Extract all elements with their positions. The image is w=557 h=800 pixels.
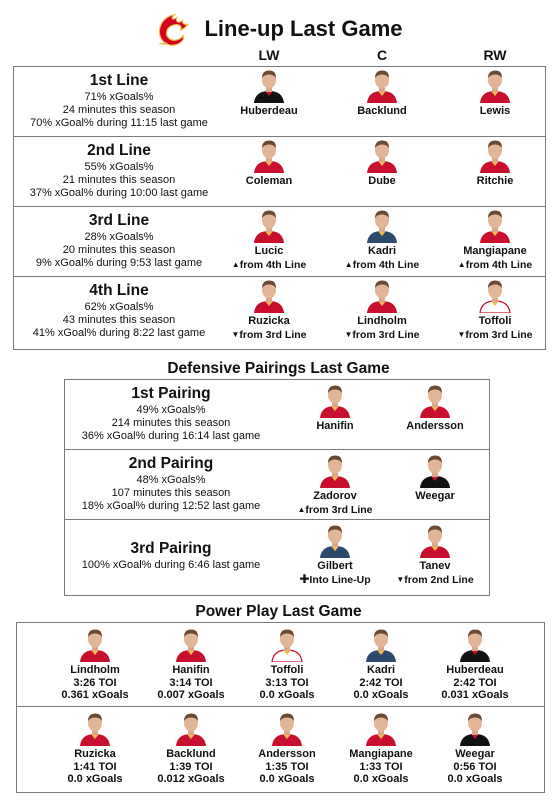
player-toi: 3:13 TOI	[265, 676, 309, 689]
defense-pair-row	[65, 380, 489, 450]
player-headshot-image	[364, 207, 400, 243]
player-headshot-image	[417, 382, 453, 418]
forward-line-row	[14, 277, 545, 346]
player-xgoals: 0.0 xGoals	[447, 773, 503, 785]
line-name: 1st Line	[89, 72, 149, 89]
player-movement-note	[280, 503, 390, 517]
player-headshot-image	[417, 522, 453, 558]
pair-minutes: 214 minutes this season	[111, 417, 231, 429]
player-card[interactable]	[440, 207, 550, 272]
player-xgoals: 0.012 xGoals	[157, 773, 225, 785]
line-xgoals: 62% xGoals%	[84, 301, 154, 313]
player-headshot-image	[457, 626, 493, 662]
player-headshot-image	[364, 137, 400, 173]
player-toi: 1:39 TOI	[169, 760, 213, 773]
line-summary	[14, 281, 224, 340]
player-name: Kadri	[366, 664, 396, 676]
pair-name: 3rd Pairing	[130, 540, 212, 557]
line-summary	[14, 71, 224, 130]
line-xgoals: 71% xGoals%	[84, 91, 154, 103]
player-movement-note	[214, 328, 324, 342]
player-card[interactable]	[380, 522, 490, 587]
line-summary	[14, 141, 224, 200]
player-headshot-image	[477, 207, 513, 243]
player-xgoals: 0.0 xGoals	[353, 689, 409, 701]
player-name: Weegar	[455, 748, 495, 760]
player-card[interactable]	[327, 137, 437, 188]
player-name: Ruzicka	[248, 315, 290, 327]
player-name: Huberdeau	[446, 664, 504, 676]
player-headshot-image	[477, 137, 513, 173]
arrow-up-icon: ▲	[231, 260, 240, 269]
line-minutes: 20 minutes this season	[62, 244, 176, 256]
player-name: Andersson	[258, 748, 316, 760]
player-card[interactable]	[327, 67, 437, 118]
player-toi: 0:56 TOI	[453, 760, 497, 773]
player-name: Tanev	[419, 560, 451, 572]
player-name: Toffoli	[270, 664, 304, 676]
defense-pairings-table	[64, 379, 490, 596]
player-name: Zadorov	[313, 490, 357, 502]
player-headshot-image	[251, 277, 287, 313]
powerplay-section-title: Power Play Last Game	[195, 603, 362, 620]
player-name: Toffoli	[478, 315, 512, 327]
player-headshot-image	[317, 382, 353, 418]
player-name: Ruzicka	[74, 748, 116, 760]
powerplay-player-card[interactable]	[329, 626, 433, 702]
player-headshot-image	[269, 710, 305, 746]
player-headshot-image	[363, 626, 399, 662]
line-minutes: 43 minutes this season	[62, 314, 176, 326]
pair-name: 2nd Pairing	[128, 455, 214, 472]
player-name: Lindholm	[357, 315, 407, 327]
line-last-game: 70% xGoal% during 11:15 last game	[30, 117, 208, 129]
player-xgoals: 0.031 xGoals	[441, 689, 509, 701]
player-name: Huberdeau	[240, 105, 298, 117]
line-xgoals: 28% xGoals%	[84, 231, 154, 243]
forward-line-row	[14, 207, 545, 277]
player-toi: 2:42 TOI	[359, 676, 403, 689]
player-card[interactable]	[380, 452, 490, 503]
player-xgoals: 0.0 xGoals	[67, 773, 123, 785]
player-movement-note	[327, 258, 437, 272]
player-movement-note	[440, 258, 550, 272]
player-name: Lewis	[479, 105, 511, 117]
player-toi: 2:42 TOI	[453, 676, 497, 689]
powerplay-player-card[interactable]	[139, 626, 243, 702]
player-note-text: from 3rd Line	[239, 329, 307, 341]
player-name: Mangiapane	[463, 245, 527, 257]
powerplay-row	[17, 623, 544, 707]
powerplay-player-card[interactable]	[43, 626, 147, 702]
flaming-c-logo-icon	[154, 11, 192, 47]
plus-icon: ✚	[299, 572, 310, 586]
player-name: Weegar	[415, 490, 455, 502]
column-header-rw: RW	[483, 47, 507, 63]
player-note-text: from 4th Line	[352, 259, 420, 271]
player-name: Mangiapane	[349, 748, 413, 760]
player-name: Hanifin	[172, 664, 210, 676]
line-last-game: 37% xGoal% during 10:00 last game	[29, 187, 209, 199]
player-toi: 3:26 TOI	[73, 676, 117, 689]
player-headshot-image	[173, 626, 209, 662]
player-name: Dube	[368, 175, 396, 187]
powerplay-player-card[interactable]	[139, 710, 243, 786]
arrow-down-icon: ▼	[457, 330, 466, 339]
player-headshot-image	[363, 710, 399, 746]
player-toi: 3:14 TOI	[169, 676, 213, 689]
line-last-game: 41% xGoal% during 8:22 last game	[32, 327, 206, 339]
player-card[interactable]	[327, 207, 437, 272]
player-toi: 1:41 TOI	[73, 760, 117, 773]
player-card[interactable]	[280, 382, 390, 433]
defense-section-title: Defensive Pairings Last Game	[167, 360, 390, 377]
player-card[interactable]	[214, 137, 324, 188]
forward-line-row	[14, 67, 545, 137]
player-card[interactable]	[380, 382, 490, 433]
arrow-up-icon: ▲	[457, 260, 466, 269]
player-headshot-image	[317, 452, 353, 488]
defense-pair-row	[65, 450, 489, 520]
player-note-text: from 2nd Line	[404, 574, 474, 586]
player-toi: 1:33 TOI	[359, 760, 403, 773]
player-headshot-image	[457, 710, 493, 746]
player-movement-note	[327, 328, 437, 342]
player-name: Lindholm	[70, 664, 120, 676]
player-xgoals: 0.007 xGoals	[157, 689, 225, 701]
pair-xgoals: 49% xGoals%	[136, 404, 206, 416]
player-headshot-image	[77, 626, 113, 662]
forward-line-row	[14, 137, 545, 207]
player-xgoals: 0.0 xGoals	[259, 689, 315, 701]
player-card[interactable]	[440, 67, 550, 118]
arrow-down-icon: ▼	[396, 575, 405, 584]
player-note-text: from 4th Line	[239, 259, 307, 271]
player-movement-note	[280, 573, 390, 587]
player-card[interactable]	[214, 67, 324, 118]
player-headshot-image	[77, 710, 113, 746]
player-headshot-image	[477, 277, 513, 313]
powerplay-player-card[interactable]	[329, 710, 433, 786]
player-headshot-image	[269, 626, 305, 662]
player-card[interactable]	[214, 277, 324, 342]
player-name: Kadri	[367, 245, 397, 257]
pair-summary	[65, 384, 277, 443]
player-headshot-image	[417, 452, 453, 488]
pair-last-game: 36% xGoal% during 16:14 last game	[81, 430, 261, 442]
line-last-game: 9% xGoal% during 9:53 last game	[35, 257, 203, 269]
player-note-text: from 3rd Line	[465, 329, 533, 341]
arrow-down-icon: ▼	[344, 330, 353, 339]
player-name: Lucic	[254, 245, 284, 257]
player-name: Backlund	[357, 105, 407, 117]
line-name: 3rd Line	[88, 212, 150, 229]
powerplay-table	[16, 622, 545, 793]
line-name: 4th Line	[89, 282, 149, 299]
column-header-lw: LW	[258, 47, 280, 63]
line-xgoals: 55% xGoals%	[84, 161, 154, 173]
player-name: Hanifin	[316, 420, 354, 432]
line-minutes: 21 minutes this season	[62, 174, 176, 186]
player-headshot-image	[364, 277, 400, 313]
pair-last-game: 18% xGoal% during 12:52 last game	[81, 500, 261, 512]
powerplay-player-card[interactable]	[423, 626, 527, 702]
arrow-down-icon: ▼	[231, 330, 240, 339]
player-card[interactable]	[327, 277, 437, 342]
pair-summary	[65, 539, 277, 572]
player-headshot-image	[364, 67, 400, 103]
powerplay-player-card[interactable]	[235, 626, 339, 702]
arrow-up-icon: ▲	[344, 260, 353, 269]
player-note-text: from 4th Line	[465, 259, 533, 271]
powerplay-player-card[interactable]	[235, 710, 339, 786]
player-xgoals: 0.0 xGoals	[353, 773, 409, 785]
column-header-c: C	[376, 47, 388, 63]
pair-minutes: 107 minutes this season	[111, 487, 231, 499]
player-toi: 1:35 TOI	[265, 760, 309, 773]
line-summary	[14, 211, 224, 270]
player-xgoals: 0.361 xGoals	[61, 689, 129, 701]
player-name: Ritchie	[476, 175, 514, 187]
line-minutes: 24 minutes this season	[62, 104, 176, 116]
player-card[interactable]	[214, 207, 324, 272]
player-headshot-image	[251, 137, 287, 173]
player-movement-note	[214, 258, 324, 272]
player-name: Andersson	[406, 420, 464, 432]
player-note-text: from 3rd Line	[352, 329, 420, 341]
player-card[interactable]	[280, 452, 390, 517]
forward-lines-table	[13, 47, 546, 350]
pair-summary	[65, 454, 277, 513]
player-headshot-image	[251, 67, 287, 103]
line-name: 2nd Line	[87, 142, 151, 159]
powerplay-player-card[interactable]	[423, 710, 527, 786]
player-headshot-image	[317, 522, 353, 558]
powerplay-player-card[interactable]	[43, 710, 147, 786]
player-note-text: from 3rd Line	[305, 504, 373, 516]
arrow-up-icon: ▲	[297, 505, 306, 514]
powerplay-row	[17, 707, 544, 791]
page-header	[0, 10, 557, 48]
player-movement-note	[440, 328, 550, 342]
pair-name: 1st Pairing	[131, 385, 211, 402]
player-headshot-image	[173, 710, 209, 746]
player-note-text: Into Line-Up	[309, 574, 371, 586]
player-name: Gilbert	[317, 560, 353, 572]
pair-xgoals: 48% xGoals%	[136, 474, 206, 486]
player-name: Coleman	[245, 175, 293, 187]
player-card[interactable]	[280, 522, 390, 587]
player-card[interactable]	[440, 137, 550, 188]
player-headshot-image	[251, 207, 287, 243]
player-name: Backlund	[166, 748, 216, 760]
defense-pair-row	[65, 520, 489, 594]
pair-last-game: 100% xGoal% during 6:46 last game	[81, 559, 261, 571]
player-movement-note	[380, 573, 490, 587]
player-card[interactable]	[440, 277, 550, 342]
player-headshot-image	[477, 67, 513, 103]
player-xgoals: 0.0 xGoals	[259, 773, 315, 785]
page-title: Line-up Last Game	[204, 16, 403, 41]
